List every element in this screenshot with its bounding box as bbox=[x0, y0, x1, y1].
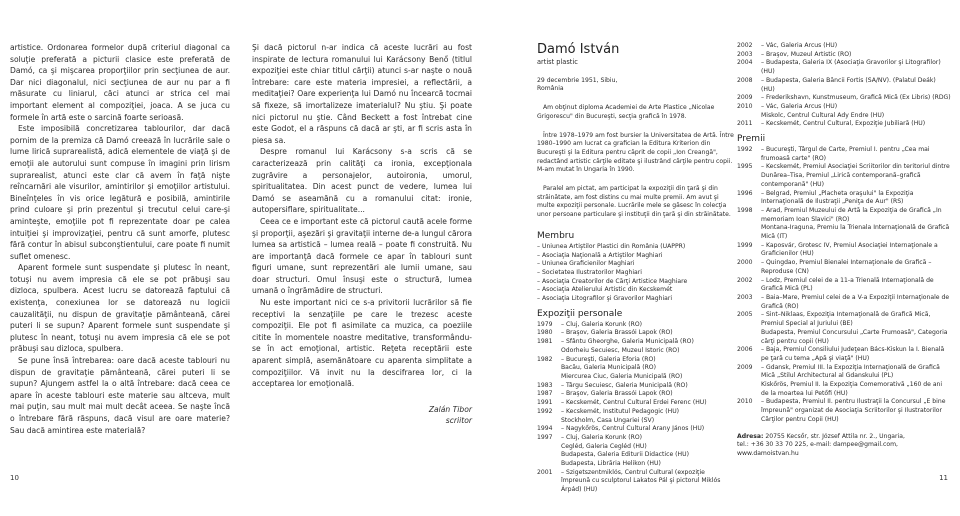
award-entry-text: – Lodz, Premiul celei de a 11-a Trienală Internaţională de Grafică Mică (PL) bbox=[761, 276, 934, 293]
exhibition-entry-year: 2010 bbox=[737, 102, 753, 110]
membership-item: – Asociaţia Litografilor şi Gravorilor Maghiari bbox=[537, 295, 673, 303]
award-entry bbox=[737, 207, 951, 224]
essay-paragraph: Aparent formele sunt suspendate şi plutesc în neant, totuşi nu avem impresia că ele se pot prăbuşi sau dizloca, spulbera. Acest lucru se datorează faptului că existenţa, conexiunea lor se datorează nu logicii cauzalităţii, nu dispun de gravitaţie pământeană, cărei puteri li se supun? Aparent formele sunt suspendate şi plutesc în neant, totuşi nu avem impresia că ele se pot prăbuşi sau dizloca, spulbera. bbox=[10, 263, 230, 354]
exhibition-entry-year: 2008 bbox=[737, 76, 753, 84]
exhibition-entry bbox=[537, 451, 735, 460]
exhibition-entry bbox=[737, 120, 951, 129]
membership-list bbox=[537, 243, 735, 304]
exhibition-entry-year bbox=[537, 364, 561, 373]
award-entry-text: – Bucureşti, Târgul de Carte, Premiul I. pentru „Cea mai frumoasă carte" (RO) bbox=[761, 146, 930, 162]
exhibition-entry-year: 1997 bbox=[537, 433, 553, 441]
exhibition-entry-text: – Vác, Galeria Arcus (HU) bbox=[761, 42, 838, 49]
award-entry-year: 2002 bbox=[737, 276, 753, 284]
exhibition-entry-year: 1982 bbox=[537, 355, 553, 363]
award-entry bbox=[737, 190, 951, 207]
award-entry bbox=[737, 398, 951, 424]
exhibition-entry bbox=[737, 59, 951, 76]
award-entry-text: – Baia–Mare, Premiul celei de a V-a Expoziţii Internaţionale de Grafică (RO) bbox=[761, 293, 950, 310]
address-text: 20755 Kecsőr, str. József Attila nr. 2., Ungaria, bbox=[765, 432, 905, 440]
exhibition-entry-text: – Kecskemét, Institutul Pedagogic (HU) bbox=[561, 407, 680, 415]
award-entry-text: – Budapesta, Premiul II. pentru Ilustraţii la Concursul „E bine împreună" organizat de Asociaţia Scriitorilor şi Ilustratorilor Cărţilor pentru Copii (HU) bbox=[761, 398, 946, 423]
exhibition-entry bbox=[537, 434, 735, 443]
exhibition-entry bbox=[537, 408, 735, 417]
bio-paragraph: Paralel am pictat, am participat la expoziţii din ţară şi din străinătate, am fost distins cu mai multe premii. Am avut şi multe expoziţii personale. Lucrările mele se găsesc în colecţia unor persoane particulare şi instituţii din ţară şi din străinătate. bbox=[537, 185, 731, 219]
bio-paragraph: Între 1978–1979 am fost bursier la Universitatea de Artă. Între 1980–1990 am lucrat ca grafician la Editura Kriterion din Bucureşti şi la Editura pentru căprit de copii „Ion Creangă", redactând artistic cărţile editate şi ilustrând cărţile pentru copii. M-am mutat în Ungaria în 1990. bbox=[537, 131, 734, 174]
biography-column bbox=[537, 42, 735, 495]
website-link[interactable]: www.damoistvan.hu bbox=[737, 449, 799, 457]
essay-paragraph: artistice. Ordonarea formelor după criteriul diagonal ca soluţie preferată a picturii clasice este preferată de Damó, ca şi mişcarea proporţiilor prin secţiunea de aur. Dar nici diagonalul, nici secţiunea de aur nu par a fi măsurate cu liniarul, căci atunci ar strica cel mai important element al compoziţiei, joaca. A se juca cu formele în artă este o sarcină foarte serioasă. bbox=[10, 43, 230, 122]
exhibition-entry-year bbox=[537, 347, 561, 356]
bio-paragraph: Am obţinut diploma Academiei de Arte Plastice „Nicolae Grigorescu" din Bucureşti, secţia grafică în 1978. bbox=[537, 104, 715, 120]
membership-item: – Asociaţia Naţională a Artiştilor Maghiari bbox=[537, 251, 663, 259]
bio-paragraphs bbox=[537, 104, 735, 220]
exhibition-entry-year: 1981 bbox=[537, 338, 553, 346]
membership-item: – Uniunea Artiştilor Plastici din România (UAPPR) bbox=[537, 242, 686, 250]
awards-column bbox=[737, 42, 951, 459]
award-entry bbox=[737, 242, 951, 259]
exhibition-entry bbox=[537, 329, 735, 338]
exhibition-entry bbox=[737, 77, 951, 94]
exhibition-entry bbox=[537, 443, 735, 452]
award-entry-text: – Baja, Premiul Consiliului Judeţean Bács-Kiskun la I. Bienală pe ţară cu tema „Apă şi viaţă" (HU) bbox=[761, 346, 945, 362]
essay-column-1 bbox=[10, 42, 230, 436]
award-entry-year bbox=[737, 329, 761, 346]
essay-paragraph: Despre romanul lui Karácsony s-a scris că se caracterizează prin calităţi ca ironia, excepţionala zugrăvire a personajelor, autoironia, umorul, spiritualitatea. Din acest punct de vedere, lumea lui Damó se aseamănă cu a romanului citat: ironie, autopersiflare, spiritualitate... bbox=[252, 147, 472, 215]
exhibition-entry-text: – Cluj, Galeria Korunk (RO) bbox=[561, 433, 643, 441]
membership-item: – Asociaţia Atelierului Artistic din Kecskemét bbox=[537, 286, 673, 294]
contact-block bbox=[737, 433, 951, 459]
award-entry bbox=[737, 294, 951, 311]
award-entry-text: Budapesta, Premiul Concursului „Carte Frumoasă", Categoria cărţi pentru copii (HU) bbox=[761, 328, 948, 345]
award-entry-year bbox=[737, 381, 761, 398]
award-entry bbox=[737, 277, 951, 294]
exhibition-entry-text: – Szigetszentmiklós, Centrul Cultural (expoziţie împreună cu sculptorul Lakatos Pál şi pictorul Miklós Árpád) (HU) bbox=[561, 468, 721, 494]
phone-email: tel.: +36 30 33 70 225, e-mail: dampee@gmail.com, bbox=[737, 441, 898, 449]
award-entry-year: 1996 bbox=[737, 189, 753, 197]
exhibition-entry-year: 1987 bbox=[537, 390, 553, 398]
exhibition-entry-text: – Sfântu Gheorghe, Galeria Municipală (RO) bbox=[561, 338, 694, 346]
exhibitions-heading: Expoziţii personale bbox=[537, 308, 623, 319]
exhibition-entry-text: Bacău, Galeria Municipală (RO) bbox=[561, 364, 656, 372]
exhibition-entry bbox=[537, 364, 735, 373]
exhibition-entry-text: Miskolc, Centrul Cultural Ady Endre (HU) bbox=[761, 111, 885, 119]
exhibition-entry bbox=[537, 373, 735, 382]
exhibition-entry-year: 1979 bbox=[537, 320, 553, 328]
page-number-left: 10 bbox=[10, 474, 19, 482]
exhibition-entry-year bbox=[737, 112, 761, 121]
award-entry-year: 1992 bbox=[737, 146, 753, 154]
exhibition-entry-year: 2002 bbox=[737, 42, 753, 49]
exhibition-entry-text: – Kecskemét, Centrul Cultural Erdei Ferenc (HU) bbox=[561, 399, 707, 407]
exhibition-entry-text: Stockholm, Casa Ungariei (SV) bbox=[561, 416, 655, 424]
artist-role: artist plastic bbox=[537, 58, 578, 66]
award-entry-text: – Quingdao, Premiul Bienalei Internaţionale de Grafică – Reproduse (CN) bbox=[761, 259, 932, 275]
award-entry-text: Montana-Iraguna, Premiu la Trienala Internaţională de Grafică Mică (IT) bbox=[761, 224, 950, 241]
exhibition-entry bbox=[537, 425, 735, 434]
essay-paragraph: Este imposibilă concretizarea tablourilor, dar dacă pornim de la premiza că Damó creează în lucrările sale o lume lirică suprarealistă, adică elementele de viaţă şi de emoţii ale autorului sunt compuse în imagini prin lirism suprarealist, atunci este clar că avem în faţă nişte reîncarnări ale visurilor, amintirilor şi emoţiilor artistului. Bineînţeles în vis orice legătură e posibilă, amintirile prind culoare şi prin prezentul şi trecutul celui care-şi aminteşte, emoţiile pot fi reprezentate doar pe calea intuiţiei şi improvizaţiei, pentru că sunt amorfe, plutesc fără contur în abisul subconştientului, care poate fi numit suflet omenesc. bbox=[10, 124, 230, 261]
awards-list bbox=[737, 146, 951, 425]
award-entry-year: 2006 bbox=[737, 346, 753, 354]
membership-item: – Societatea Ilustratorilor Maghiari bbox=[537, 268, 642, 276]
exhibition-entry-text: – Nagykőrös, Centrul Cultural Arany János (HU) bbox=[561, 425, 705, 433]
exhibition-entry-text: Miercurea Ciuc, Galeria Municipală (RO) bbox=[561, 372, 683, 380]
awards-heading: Premii bbox=[737, 134, 766, 145]
award-entry bbox=[737, 381, 951, 398]
exhibition-entry-year bbox=[537, 451, 561, 460]
award-entry-text: – Arad, Premiul Muzeului de Artă la Expoziţia de Grafică „In memoriam Ioan Slavici" (RO) bbox=[761, 206, 942, 223]
award-entry-text: – Sint–Niklaas, Expoziţia Internaţională de Grafică Mică, Premiul Special al Juriului (BE) bbox=[761, 311, 931, 328]
exhibitions-continued-list bbox=[737, 42, 951, 129]
birth-date: 29 decembrie 1951, Sibiu, bbox=[537, 76, 618, 84]
membership-item: – Uniunea Graficienilor Maghiari bbox=[537, 260, 635, 268]
exhibition-entry-year bbox=[537, 373, 561, 382]
award-entry bbox=[737, 224, 951, 241]
exhibition-entry-year: 2011 bbox=[737, 120, 753, 128]
exhibition-entry-year bbox=[537, 417, 561, 426]
award-entry-year: 2000 bbox=[737, 259, 753, 267]
award-entry-text: – Belgrad, Premiul „Placheta oraşului" la Expoziţia Internaţională de Ilustraţii „Peniţa de Aur" (RS) bbox=[761, 189, 914, 206]
award-entry-year: 2009 bbox=[737, 363, 753, 371]
exhibition-entry bbox=[537, 338, 735, 347]
exhibition-entry-text: – Braşov, Galeria Brassói Lapok (RO) bbox=[561, 329, 673, 337]
exhibition-entry bbox=[737, 94, 951, 103]
award-entry bbox=[737, 364, 951, 381]
exhibition-entry-text: – Cluj, Galeria Korunk (RO) bbox=[561, 320, 643, 328]
award-entry bbox=[737, 259, 951, 276]
exhibition-entry-text: – Târgu Secuiesc, Galeria Municipală (RO) bbox=[561, 381, 688, 389]
essay-paragraph: Nu este important nici ce s-a privitorii lucrărilor să fie receptivi la senzaţiile pe care le trezesc aceste compoziţii. Ele pot fi asimilate ca muzica, ca poeziile citite în momentele noastre meditative, transformându-se în act emoţional, artistic. Reţeta receptării este aparent simplă, asemănătoare cu aparenta simplitate a compoziţiilor. Vă invit nu la descifrarea lor, ci la acceptarea lor emoţională. bbox=[252, 298, 472, 389]
award-entry-year: 2003 bbox=[737, 293, 753, 301]
exhibition-entry bbox=[537, 356, 735, 365]
award-entry bbox=[737, 346, 951, 363]
exhibition-entry bbox=[537, 390, 735, 399]
award-entry-year: 1995 bbox=[737, 163, 753, 171]
signature-author: Zalán Tibor bbox=[428, 404, 472, 414]
birth-info bbox=[537, 77, 735, 94]
signature bbox=[252, 404, 472, 427]
award-entry bbox=[737, 311, 951, 328]
exhibition-entry-text: – Budapesta, Galeria Băncii Fortis (SA/NV). (Palatul Deák) (HU) bbox=[761, 76, 936, 93]
award-entry-year: 1998 bbox=[737, 206, 753, 214]
exhibition-entry-year: 2001 bbox=[537, 468, 553, 476]
exhibition-entry-year: 1992 bbox=[537, 407, 553, 415]
exhibitions-list bbox=[537, 321, 735, 495]
artist-name: Damó István bbox=[537, 42, 620, 57]
exhibition-entry-year: 2003 bbox=[737, 50, 753, 58]
exhibition-entry-year: 2009 bbox=[737, 94, 753, 102]
exhibition-entry bbox=[737, 42, 951, 51]
exhibition-entry bbox=[537, 347, 735, 356]
award-entry-year: 2005 bbox=[737, 311, 753, 319]
essay-paragraph: Şi dacă pictorul n-ar indica că aceste lucrări au fost inspirate de lectura romanului lui Karácsony Benő (titlul expoziţiei este chiar titlul cărţii) atunci s-ar naşte o nouă întrebare: care este materia impresiei, a reflectării, a meditaţiei? Oare experienţa lui Damó nu încearcă tocmai să fixeze, să imortalizeze imaterialul? Nu ştiu. Şi poate nici pictorul nu ştie. Când Beckett a fost întrebat cine este Godot, el a răspuns că dacă ar şti, ar fi scris asta în piesa sa. bbox=[252, 43, 472, 145]
exhibition-entry-year: 1991 bbox=[537, 399, 553, 407]
award-entry-text: – Kaposvár, Grotesc IV, Premiul Asociaţiei Internaţionale a Graficienilor (HU) bbox=[761, 241, 938, 258]
award-entry-text: – Gdansk, Premiul III. la Expoziţia Internaţională de Grafică Mică „Stilul Architectural al Gdanskului (PL) bbox=[761, 363, 940, 380]
page-number-right: 11 bbox=[939, 474, 948, 482]
address-label: Adresa: bbox=[737, 432, 764, 440]
award-entry bbox=[737, 329, 951, 346]
exhibition-entry-text: – Budapesta, Galeria IX (Asociaţia Gravorilor şi Litografilor) (HU) bbox=[761, 59, 941, 76]
exhibition-entry-year bbox=[537, 460, 561, 469]
award-entry-year: 2010 bbox=[737, 398, 753, 406]
award-entry bbox=[737, 146, 951, 163]
award-entry-year bbox=[737, 224, 761, 241]
essay-paragraph: Se pune însă întrebarea: oare dacă aceste tablouri nu dispun de gravitaţie pământeană, cărei puteri li se supun? Ajungem astfel la o altă întrebare: dacă ceea ce apare în aceste tablouri este materie sau altceva, mult mai puţin, sau mult mai mult decât aceea. Se naşte încă o întrebare fără răspuns, dacă visul are oare materie? Sau dacă amintirea este materială? bbox=[10, 356, 230, 435]
exhibition-entry bbox=[537, 417, 735, 426]
membership-heading: Membru bbox=[537, 230, 575, 241]
exhibition-entry-text: Budapesta, Galeria Editurii Didactice (HU) bbox=[561, 451, 689, 459]
exhibition-entry-text: – Braşov, Muzeul Artistic (RO) bbox=[761, 50, 852, 58]
essay-paragraph: Ceea ce e important este că pictorul caută acele forme şi proporţii, aşezări şi gravitaţii interne de-a lungul cărora lumea sa artistică – lumea reală – poate fi construită. Nu are importanţă dacă formele ce apar în tablouri sunt figuri umane, sunt reprezentări ale lumii umane, sau doar structuri. Omul însuşi este o structură, lumea umană o îngrămădire de structuri. bbox=[252, 216, 472, 296]
essay-column-2 bbox=[252, 42, 472, 427]
signature-role: scriitor bbox=[445, 416, 472, 426]
exhibition-entry-text: Cegléd, Galeria Cegléd (HU) bbox=[561, 442, 647, 450]
membership-item: – Asociaţia Creatorilor de Cărţi Artistice Maghiare bbox=[537, 277, 688, 285]
exhibition-entry-text: Budapesta, Librăria Helikon (HU) bbox=[561, 460, 661, 468]
exhibition-entry-year bbox=[537, 443, 561, 452]
exhibition-entry-text: – Bucureşti, Galeria Eforia (RO) bbox=[561, 355, 656, 363]
exhibition-entry-text: – Vác, Galeria Arcus (HU) bbox=[761, 102, 838, 110]
exhibition-entry-year: 1983 bbox=[537, 381, 553, 389]
exhibition-entry-text: – Kecskemét, Centrul Cultural, Expoziţie Jubiliară (HU) bbox=[761, 120, 926, 128]
exhibition-entry bbox=[537, 460, 735, 469]
exhibition-entry-text: Odorheiu Secuiesc, Muzeul Istoric (RO) bbox=[561, 346, 680, 354]
award-entry-text: Kiskőrös, Premiul II. la Expoziţia Comemorativă „160 de ani de la moartea lui Petőfi (HU) bbox=[761, 381, 943, 397]
award-entry bbox=[737, 163, 951, 189]
exhibition-entry-year: 1980 bbox=[537, 329, 553, 337]
exhibition-entry-year: 1994 bbox=[537, 425, 553, 433]
exhibition-entry-text: – Braşov, Galeria Brassói Lapok (RO) bbox=[561, 390, 673, 398]
award-entry-year: 1999 bbox=[737, 241, 753, 249]
exhibition-entry bbox=[737, 103, 951, 112]
exhibition-entry bbox=[537, 469, 735, 495]
birth-country: România bbox=[537, 85, 564, 93]
exhibition-entry bbox=[537, 399, 735, 408]
exhibition-entry-year: 2004 bbox=[737, 59, 753, 67]
award-entry-text: – Kecskemét, Premiul Asociaţiei Scriitorilor din teritoriul dintre Dunărea–Tisa, Premiul „Lirică contemporană–grafică contemporană" (HU) bbox=[761, 163, 950, 188]
exhibition-entry-text: – Frederikshavn, Kunstmuseum, Grafică Mică (Ex Libris) (RDG) bbox=[761, 94, 951, 102]
